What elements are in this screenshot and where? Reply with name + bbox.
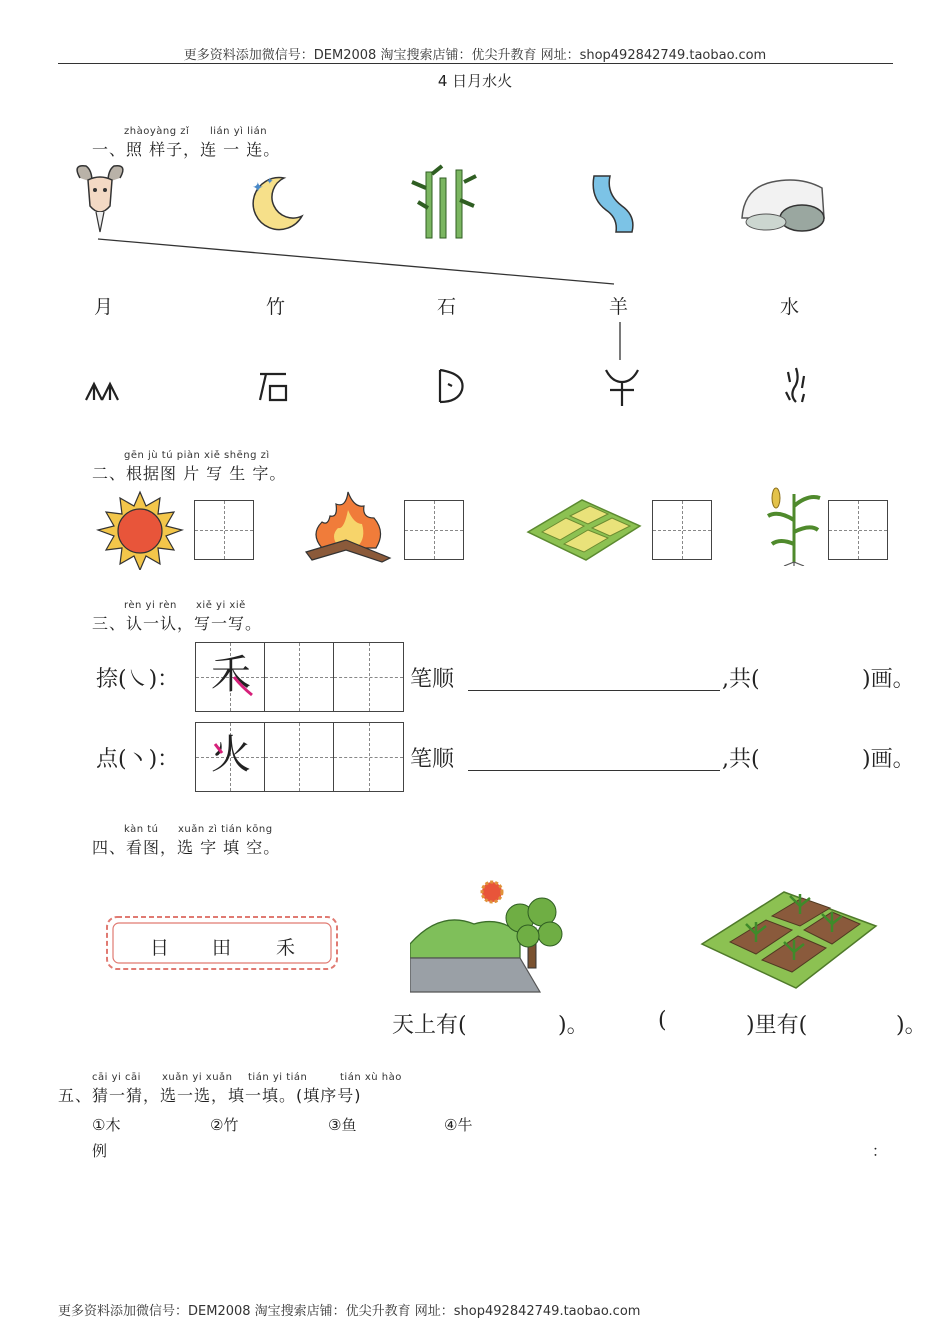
river-picture <box>588 172 640 236</box>
ancient-bamboo-glyph <box>82 368 122 406</box>
s4-sentence2-middle: )里有( <box>746 1013 808 1038</box>
s3-heading: 三、认一认，写一写。 <box>92 614 263 633</box>
s5-choice-1: ①木 <box>92 1116 121 1134</box>
s1-heading: 一、照 样子，连 一 连。 <box>92 140 281 159</box>
ancient-sheep-glyph <box>602 366 642 408</box>
s3-row2-stroke-label: 笔顺 <box>410 747 455 772</box>
field-picture <box>526 496 642 564</box>
header-divider <box>58 63 893 64</box>
lesson-title: 4 日月水火 <box>437 72 513 90</box>
s3-row2-tail-b: )画。 <box>862 747 915 772</box>
s5-pinyin-d: tián xù hào <box>340 1072 402 1083</box>
s5-pinyin-c: tián yi tián <box>248 1072 308 1083</box>
s4-sentence1-start: 天上有( <box>392 1013 467 1038</box>
s1-char-5: 水 <box>780 296 800 318</box>
s1-char-4: 羊 <box>609 296 629 318</box>
s3-row1-cell-3[interactable] <box>333 642 404 712</box>
s5-heading: 五、猜一猜，选一选，填一填。(填序号) <box>58 1086 362 1105</box>
ancient-stone-glyph <box>256 370 292 406</box>
s2-pinyin: gēn jù tú piàn xiě shēng zì <box>124 450 270 461</box>
s4-option-2: 田 <box>212 937 232 959</box>
s4-sentence2-end: )。 <box>896 1013 927 1038</box>
s3-row1-grid <box>195 642 404 712</box>
page-header: 更多资料添加微信号：DEM2008 淘宝搜索店铺：优尖升教育 网址：shop492842749.taobao.com <box>183 48 767 63</box>
s4-sentence1-end: )。 <box>558 1013 589 1038</box>
s3-row1-stroke-label: 笔顺 <box>410 667 455 692</box>
bamboo-picture <box>408 162 478 242</box>
s2-heading: 二、根据图 片 写 生 字。 <box>92 464 287 483</box>
ancient-moon-glyph <box>434 366 468 406</box>
moon-picture <box>244 172 308 234</box>
s3-row2-stroke-highlight <box>212 741 226 757</box>
s3-row2-model-char: 火 <box>211 732 251 778</box>
s4-pinyin-a: kàn tú <box>124 824 159 835</box>
s1-char-1: 月 <box>94 296 114 318</box>
s3-row2-tail-a: ,共( <box>722 747 760 772</box>
s3-row1-label: 捺(㇏)： <box>96 667 180 692</box>
s3-row1-model-char: 禾 <box>211 652 251 698</box>
s3-row1-cell-2[interactable] <box>264 642 334 712</box>
grain-plant-picture <box>764 486 822 566</box>
s2-writing-box-2[interactable] <box>404 500 464 560</box>
s3-row1-stroke-highlight <box>232 675 254 699</box>
example-vertical-line <box>617 320 623 362</box>
s5-choice-3: ③鱼 <box>328 1116 357 1134</box>
s5-choice-4: ④牛 <box>444 1116 473 1134</box>
s3-row2-cell-1 <box>195 722 265 792</box>
s3-row1-tail-b: )画。 <box>862 667 915 692</box>
s3-row2-stroke-order-blank[interactable] <box>468 770 720 771</box>
svg-text:✦: ✦ <box>266 177 274 187</box>
fire-picture <box>302 488 394 564</box>
sun-picture <box>92 490 188 570</box>
landscape-sun-picture <box>410 874 566 994</box>
s2-writing-box-4[interactable] <box>828 500 888 560</box>
rocks-picture <box>738 174 828 234</box>
s5-example-colon: ： <box>872 1142 888 1160</box>
s3-row2-grid <box>195 722 404 792</box>
s2-writing-box-1[interactable] <box>194 500 254 560</box>
s5-example-label: 例 <box>92 1142 108 1160</box>
s3-row1-stroke-order-blank[interactable] <box>468 690 720 691</box>
s4-option-3: 禾 <box>276 937 296 959</box>
s1-char-2: 竹 <box>266 296 286 318</box>
ancient-water-glyph <box>782 366 810 404</box>
rice-field-picture <box>700 886 878 992</box>
sheep-head-picture <box>70 160 130 236</box>
s5-choice-2: ②竹 <box>210 1116 239 1134</box>
example-match-line <box>96 236 616 288</box>
s4-heading: 四、看图，选 字 填 空。 <box>92 838 281 857</box>
s3-pinyin-a: rèn yi rèn <box>124 600 177 611</box>
s5-pinyin-b: xuǎn yi xuǎn <box>162 1072 233 1083</box>
s2-writing-box-3[interactable] <box>652 500 712 560</box>
s3-row2-cell-2[interactable] <box>264 722 334 792</box>
svg-text:✦: ✦ <box>252 180 264 196</box>
s1-char-3: 石 <box>437 296 457 318</box>
s1-pinyin-a: zhàoyàng zǐ <box>124 126 190 137</box>
s3-row2-cell-3[interactable] <box>333 722 404 792</box>
s4-pinyin-b: xuǎn zì tián kōng <box>178 824 273 835</box>
s5-pinyin-a: cāi yi cāi <box>92 1072 141 1083</box>
s3-row1-cell-1 <box>195 642 265 712</box>
s4-word-bank <box>104 914 340 972</box>
s1-pinyin-b: lián yì lián <box>210 126 268 137</box>
s4-option-1: 日 <box>150 937 170 959</box>
s4-sentence2-start: ( <box>658 1008 667 1033</box>
page-footer: 更多资料添加微信号：DEM2008 淘宝搜索店铺：优尖升教育 网址：shop492842749.taobao.com <box>58 1304 641 1319</box>
s3-row2-label: 点(丶)： <box>96 747 180 772</box>
s3-pinyin-b: xiě yi xiě <box>196 600 246 611</box>
s3-row1-tail-a: ,共( <box>722 667 760 692</box>
